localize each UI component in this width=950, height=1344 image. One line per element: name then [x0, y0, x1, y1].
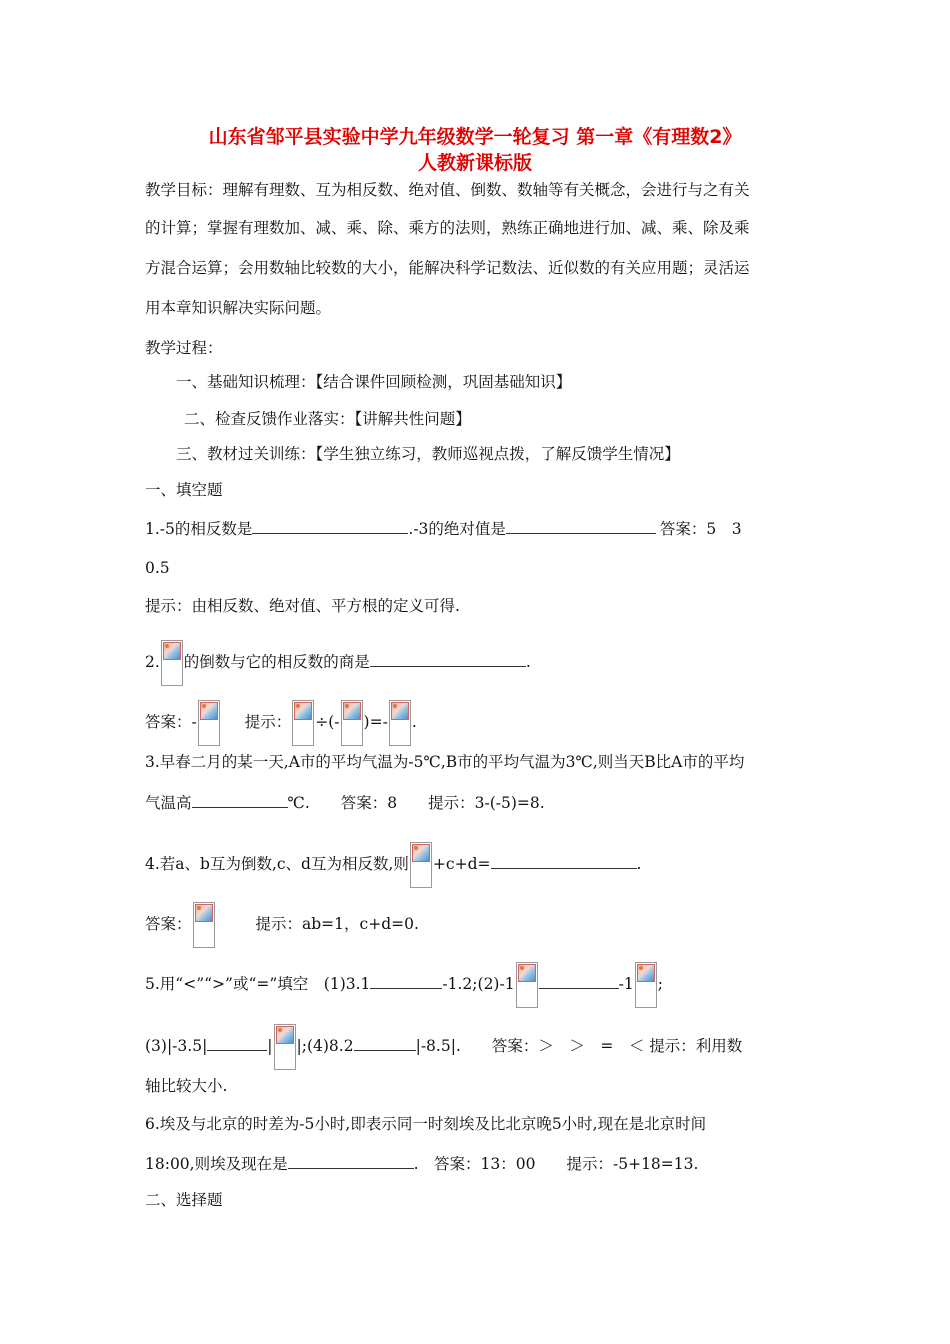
objectives-line-3: 方混合运算；会用数轴比较数的大小，能解决科学记数法、近似数的有关应用题；灵活运 [145, 259, 750, 277]
q5-part-b: -1.2;(2)-1 [442, 975, 515, 993]
q2-part-c: . [525, 653, 531, 671]
q3-blank [192, 792, 288, 808]
question-2 [145, 640, 531, 686]
question-5-line-2: (3)|-3.5| | |;(4)8.2 |-8.5|. 答案：＞ ＞ = ＜ 提示：利用数 [145, 1024, 742, 1070]
q4-hint: 提示：ab=1，c+d=0. [255, 915, 419, 933]
q3-part-b: ℃. 答案：8 提示：3-(-5)=8. [287, 794, 545, 812]
question-4 [145, 842, 641, 888]
question-5-line-1 [145, 962, 663, 1008]
q6-part-b: . 答案：13：00 提示：-5+18=13. [413, 1155, 699, 1173]
q2-blank [370, 651, 526, 667]
q2-answer-label: 答案：- [145, 713, 197, 731]
formula-image [193, 902, 215, 948]
q4-part-a: 4.若a、b互为倒数,c、d互为相反数,则 [145, 855, 409, 873]
q5-part-e: (3)|-3.5| [145, 1037, 208, 1055]
q4-answer-line [145, 902, 419, 948]
q1-hint: 提示：由相反数、绝对值、平方根的定义可得. [145, 597, 460, 615]
formula-image [341, 700, 363, 746]
q5-part-g: |-8.5|. 答案：＞ ＞ = ＜ 提示：利用数 [415, 1037, 743, 1055]
formula-image [161, 640, 183, 686]
process-step-3: 三、教材过关训练：【学生独立练习，教师巡视点拨，了解反馈学生情况】 [176, 445, 680, 463]
q2-answer-line [145, 700, 417, 746]
question-6-line-1: 6.埃及与北京的时差为-5小时,即表示同一时刻埃及比北京晚5小时,现在是北京时间 [145, 1115, 707, 1133]
q2-end: . [411, 713, 417, 731]
q5-blank-1 [370, 973, 442, 989]
q1-answer: 答案：5 3 [659, 520, 742, 538]
section-choice-heading: 二、选择题 [145, 1191, 223, 1209]
objectives-line-1: 教学目标：理解有理数、互为相反数、绝对值、倒数、数轴等有关概念，会进行与之有关 [145, 181, 750, 199]
q1-part-b: .-3的绝对值是 [408, 520, 506, 538]
q5-part-f: |;(4)8.2 [296, 1037, 354, 1055]
question-5-line-3: 轴比较大小. [145, 1077, 228, 1095]
q5-part-a: 5.用“<”“>”或“=”填空 (1)3.1 [145, 975, 371, 993]
process-step-1: 一、基础知识梳理：【结合课件回顾检测，巩固基础知识】 [176, 373, 572, 391]
formula-image [635, 962, 657, 1008]
question-3-line-1: 3.早春二月的某一天,A市的平均气温为-5℃,B市的平均气温为3℃,则当天B比A市的平均 [145, 753, 745, 771]
q4-answer-label: 答案： [145, 915, 192, 933]
q2-equals: )=- [363, 713, 388, 731]
objectives-line-2: 的计算；掌握有理数加、减、乘、除、乘方的法则，熟练正确地进行加、减、乘、除及乘 [145, 219, 750, 237]
formula-image [292, 700, 314, 746]
q2-part-a: 2. [145, 653, 160, 671]
doc-title-line1: 山东省邹平县实验中学九年级数学一轮复习 第一章《有理数2》 [208, 126, 742, 148]
q1-blank-2 [506, 518, 656, 534]
q5-blank-2 [539, 973, 619, 989]
process-step-2: 二、检查反馈作业落实：【讲解共性问题】 [184, 410, 471, 428]
q1-answer-cont: 0.5 [145, 559, 170, 577]
objectives-line-4: 用本章知识解决实际问题。 [145, 299, 332, 317]
q5-blank-3 [207, 1035, 267, 1051]
q4-blank [491, 853, 637, 869]
q4-part-c: . [636, 855, 642, 873]
section-fill-heading: 一、填空题 [145, 481, 223, 499]
q1-part-a: 1.-5的相反数是 [145, 520, 253, 538]
q4-part-b: +c+d= [432, 855, 491, 873]
q2-divide: ÷(- [315, 713, 340, 731]
q6-part-a: 18:00,则埃及现在是 [145, 1155, 288, 1173]
q1-blank-1 [252, 518, 408, 534]
q5-blank-4 [354, 1035, 416, 1051]
q3-part-a: 气温高 [145, 794, 192, 812]
process-heading: 教学过程： [145, 339, 223, 357]
q6-blank [288, 1153, 414, 1169]
formula-image [274, 1024, 296, 1070]
formula-image [198, 700, 220, 746]
formula-image [516, 962, 538, 1008]
q5-part-d: ; [657, 975, 663, 993]
q5-part-c: -1 [618, 975, 634, 993]
question-6-line-2 [145, 1153, 698, 1174]
formula-image [410, 842, 432, 888]
formula-image [389, 700, 411, 746]
question-1 [145, 518, 742, 539]
q2-hint-label: 提示： [244, 713, 292, 731]
q2-part-b: 的倒数与它的相反数的商是 [183, 653, 370, 671]
doc-title-line2: 人教新课标版 [417, 152, 532, 174]
question-3-line-2 [145, 792, 545, 813]
